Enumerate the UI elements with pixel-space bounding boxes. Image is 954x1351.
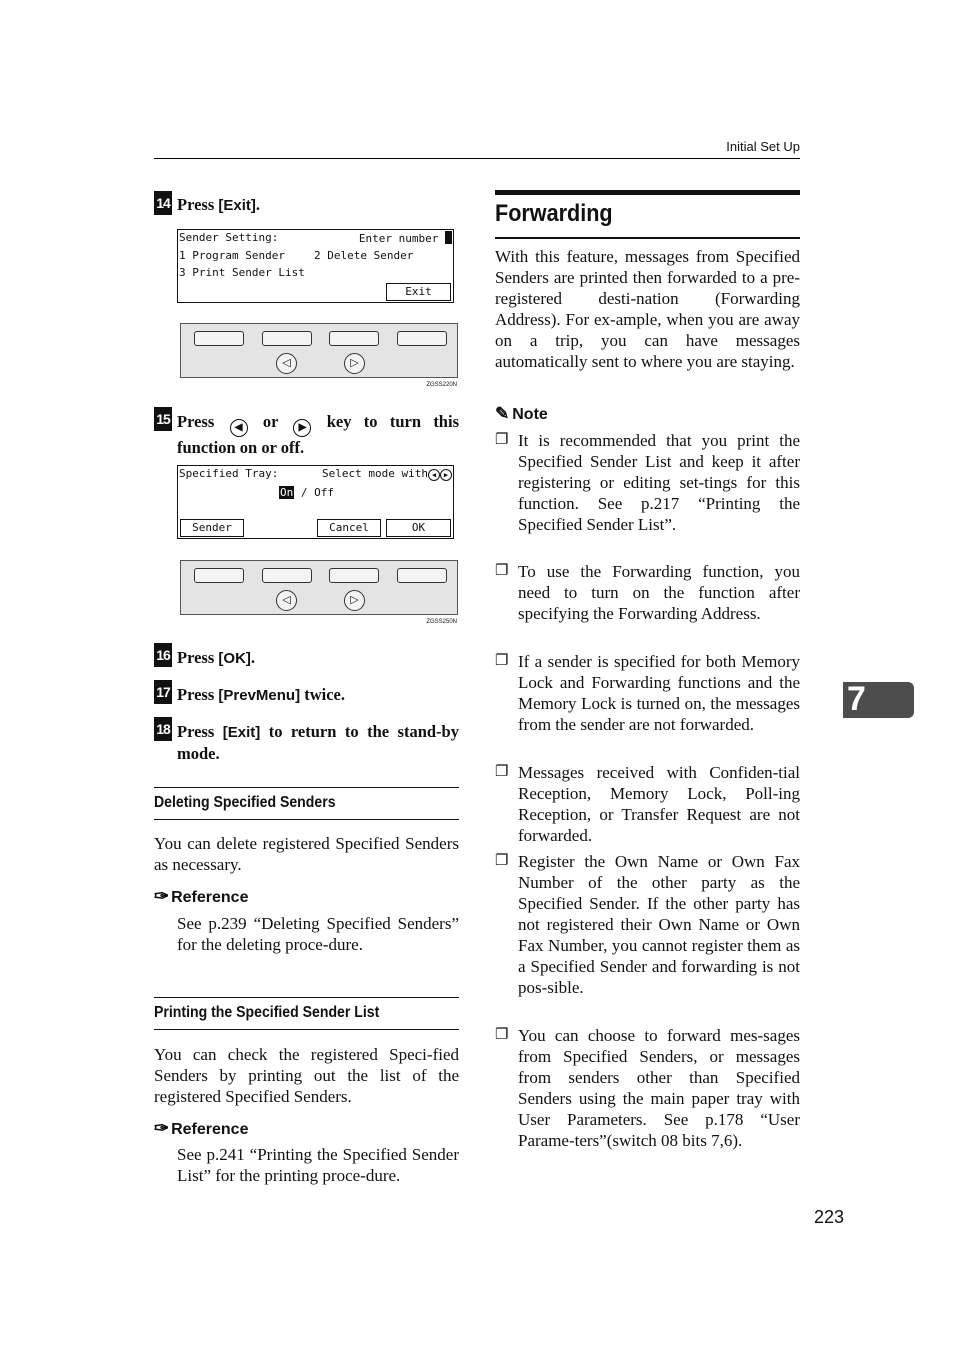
lcd-option-2: 2 Delete Sender [314,249,414,262]
reference-heading [154,886,248,907]
reference-text: See p.239 “Deleting Specified Senders” for the deleting proce-dure. [177,914,459,954]
intro-paragraph: With this feature, messages from Specified Senders are printed then forwarded to a pre-registered desti-nation (Forwarding Address). For ex-ample, when you are away on a trip, you can have messages automatically sent to where you are staying. [495,247,800,371]
step-text-post: . [250,648,256,667]
step-text [177,411,459,458]
lcd-prompt [359,231,452,245]
note-item [495,762,800,846]
step-text-pre: Press [177,195,219,214]
lcd-sender-button: Sender [180,519,244,537]
lcd-option-1: 1 Program Sender [179,249,285,262]
reference-pen-icon: ✑ [154,1118,170,1138]
step-text [177,684,345,706]
panel-key [329,568,379,583]
panel-key [329,331,379,346]
note-item [495,851,800,998]
checkbox-bullet-icon: ❐ [495,1027,509,1043]
note-text: To use the Forwarding function, you need to turn on the function after specifying the Forwarding Address. [518,562,800,623]
subsection-title: Printing the Specified Sender List [154,1004,380,1021]
running-header: Initial Set Up [726,139,800,154]
prevmenu-key-label: [PrevMenu] [218,687,301,704]
lcd-option-3: 3 Print Sender List [179,266,305,279]
on-off-separator: / [300,486,308,499]
header-rule [154,158,800,159]
step-16 [154,643,459,669]
heading-rule-thick [495,190,800,195]
step-text-mid: or [250,412,291,431]
note-text: Register the Own Name or Own Fax Number of the other party as the Specified Sender. If the other party has not registered their Own Name or Own Fax Number, you cannot register them as a Specified Sender and forwarding is not pos-sible. [518,852,800,997]
figure-code: ZGSS220N [426,382,457,388]
note-text: It is recommended that you print the Specified Sender List and keep it after registering or editing set-tings for this function. See p.217 “Printing the Specified Sender List”. [518,431,800,534]
panel-key [262,331,312,346]
note-label: Note [512,406,548,423]
lcd-title: Sender Setting: [179,231,279,244]
panel-key [194,568,244,583]
step-17 [154,680,459,706]
note-item [495,651,800,735]
subsection-heading [154,997,459,1030]
lcd-title: Specified Tray: [179,467,279,480]
checkbox-bullet-icon: ❐ [495,653,509,669]
note-text: Messages received with Confiden-tial Reception, Memory Lock, Poll-ing Reception, or Transfer Request are not forwarded. [518,763,800,845]
step-text-post: . [255,195,261,214]
note-item [495,561,800,624]
step-15 [154,407,459,458]
lr-arrows-icon: ▶ [440,469,452,481]
ok-key-label: [OK] [218,650,251,667]
note-item [495,430,800,535]
off-option: Off [314,486,334,499]
step-text-post: key to turn this function on or off. [177,412,459,457]
left-key-icon: ◀ [230,419,248,437]
heading-rule-thin [495,237,800,239]
panel-key [194,331,244,346]
reference-label: Reference [171,889,249,906]
step-18 [154,717,459,764]
checkbox-bullet-icon: ❐ [495,563,509,579]
right-key-icon: ▶ [293,419,311,437]
checkbox-bullet-icon: ❐ [495,853,509,869]
step-text-pre: Press [177,685,219,704]
reference-pen-icon: ✑ [154,886,170,906]
step-text-post: to return to the stand-by mode. [177,722,459,763]
step-text [177,647,255,669]
step-text-pre: Press [177,722,223,741]
step-number: 18 [154,717,172,741]
subsection-heading [154,787,459,820]
paragraph: You can check the registered Speci-fied Senders by printing out the list of the registered Specified Senders. [154,1045,459,1106]
lcd-prompt [322,467,452,481]
section-title: Forwarding [495,200,613,227]
checkbox-bullet-icon: ❐ [495,432,509,448]
checkbox-bullet-icon: ❐ [495,764,509,780]
reference-heading [154,1118,248,1139]
right-arrow-icon: ▷ [344,590,365,611]
exit-key-label: [Exit] [218,197,256,214]
left-arrow-icon: ◁ [276,590,297,611]
exit-key-label: [Exit] [222,724,261,741]
lcd-exit-button: Exit [386,283,451,301]
left-arrow-icon: ◁ [276,353,297,374]
lcd-prompt-text: Enter number [358,232,439,245]
panel-key [262,568,312,583]
control-panel [180,323,458,388]
chapter-tab [843,682,914,718]
panel-key [397,568,447,583]
note-item [495,1025,800,1151]
step-number: 14 [154,191,172,215]
subsection-title: Deleting Specified Senders [154,794,336,811]
panel-key [397,331,447,346]
lcd-specified-tray [177,465,454,539]
reference-label: Reference [171,1121,249,1138]
paragraph: You can delete registered Specified Senders as necessary. [154,834,459,874]
lcd-on-off [279,486,334,499]
cursor-block [445,231,452,244]
step-text [177,194,260,216]
lcd-sender-setting [177,229,454,303]
note-pencil-icon: ✎ [495,404,510,423]
chapter-number: 7 [847,680,866,718]
step-text [177,721,459,764]
step-number: 16 [154,643,172,667]
lcd-cancel-button: Cancel [317,519,381,537]
on-option: On [280,486,294,499]
step-number: 15 [154,407,172,431]
reference-text: See p.241 “Printing the Specified Sender List” for the printing proce-dure. [177,1145,459,1185]
step-14 [154,191,459,216]
control-panel [180,560,458,625]
lcd-prompt-text: Select mode with [322,467,428,480]
step-text-pre: Press [177,648,219,667]
note-heading [495,404,548,424]
note-text: You can choose to forward mes-sages from Specified Senders, or messages from senders other than Specified Senders using the main paper tray with User Parameters. See p.178 “User Parame-ters”(switch 08 bits 7,6). [518,1026,800,1150]
page-number: 223 [813,1207,844,1227]
figure-code: ZGSS250N [426,619,457,625]
lr-arrows-icon: ◀ [428,469,440,481]
step-text-pre: Press [177,412,227,431]
step-text-post: twice. [300,685,345,704]
note-text: If a sender is specified for both Memory Lock and Forwarding functions and the Memory Lock is turned on, the messages from the sender are not forwarded. [518,652,800,734]
right-arrow-icon: ▷ [344,353,365,374]
step-number: 17 [154,680,172,704]
lcd-ok-button: OK [386,519,451,537]
